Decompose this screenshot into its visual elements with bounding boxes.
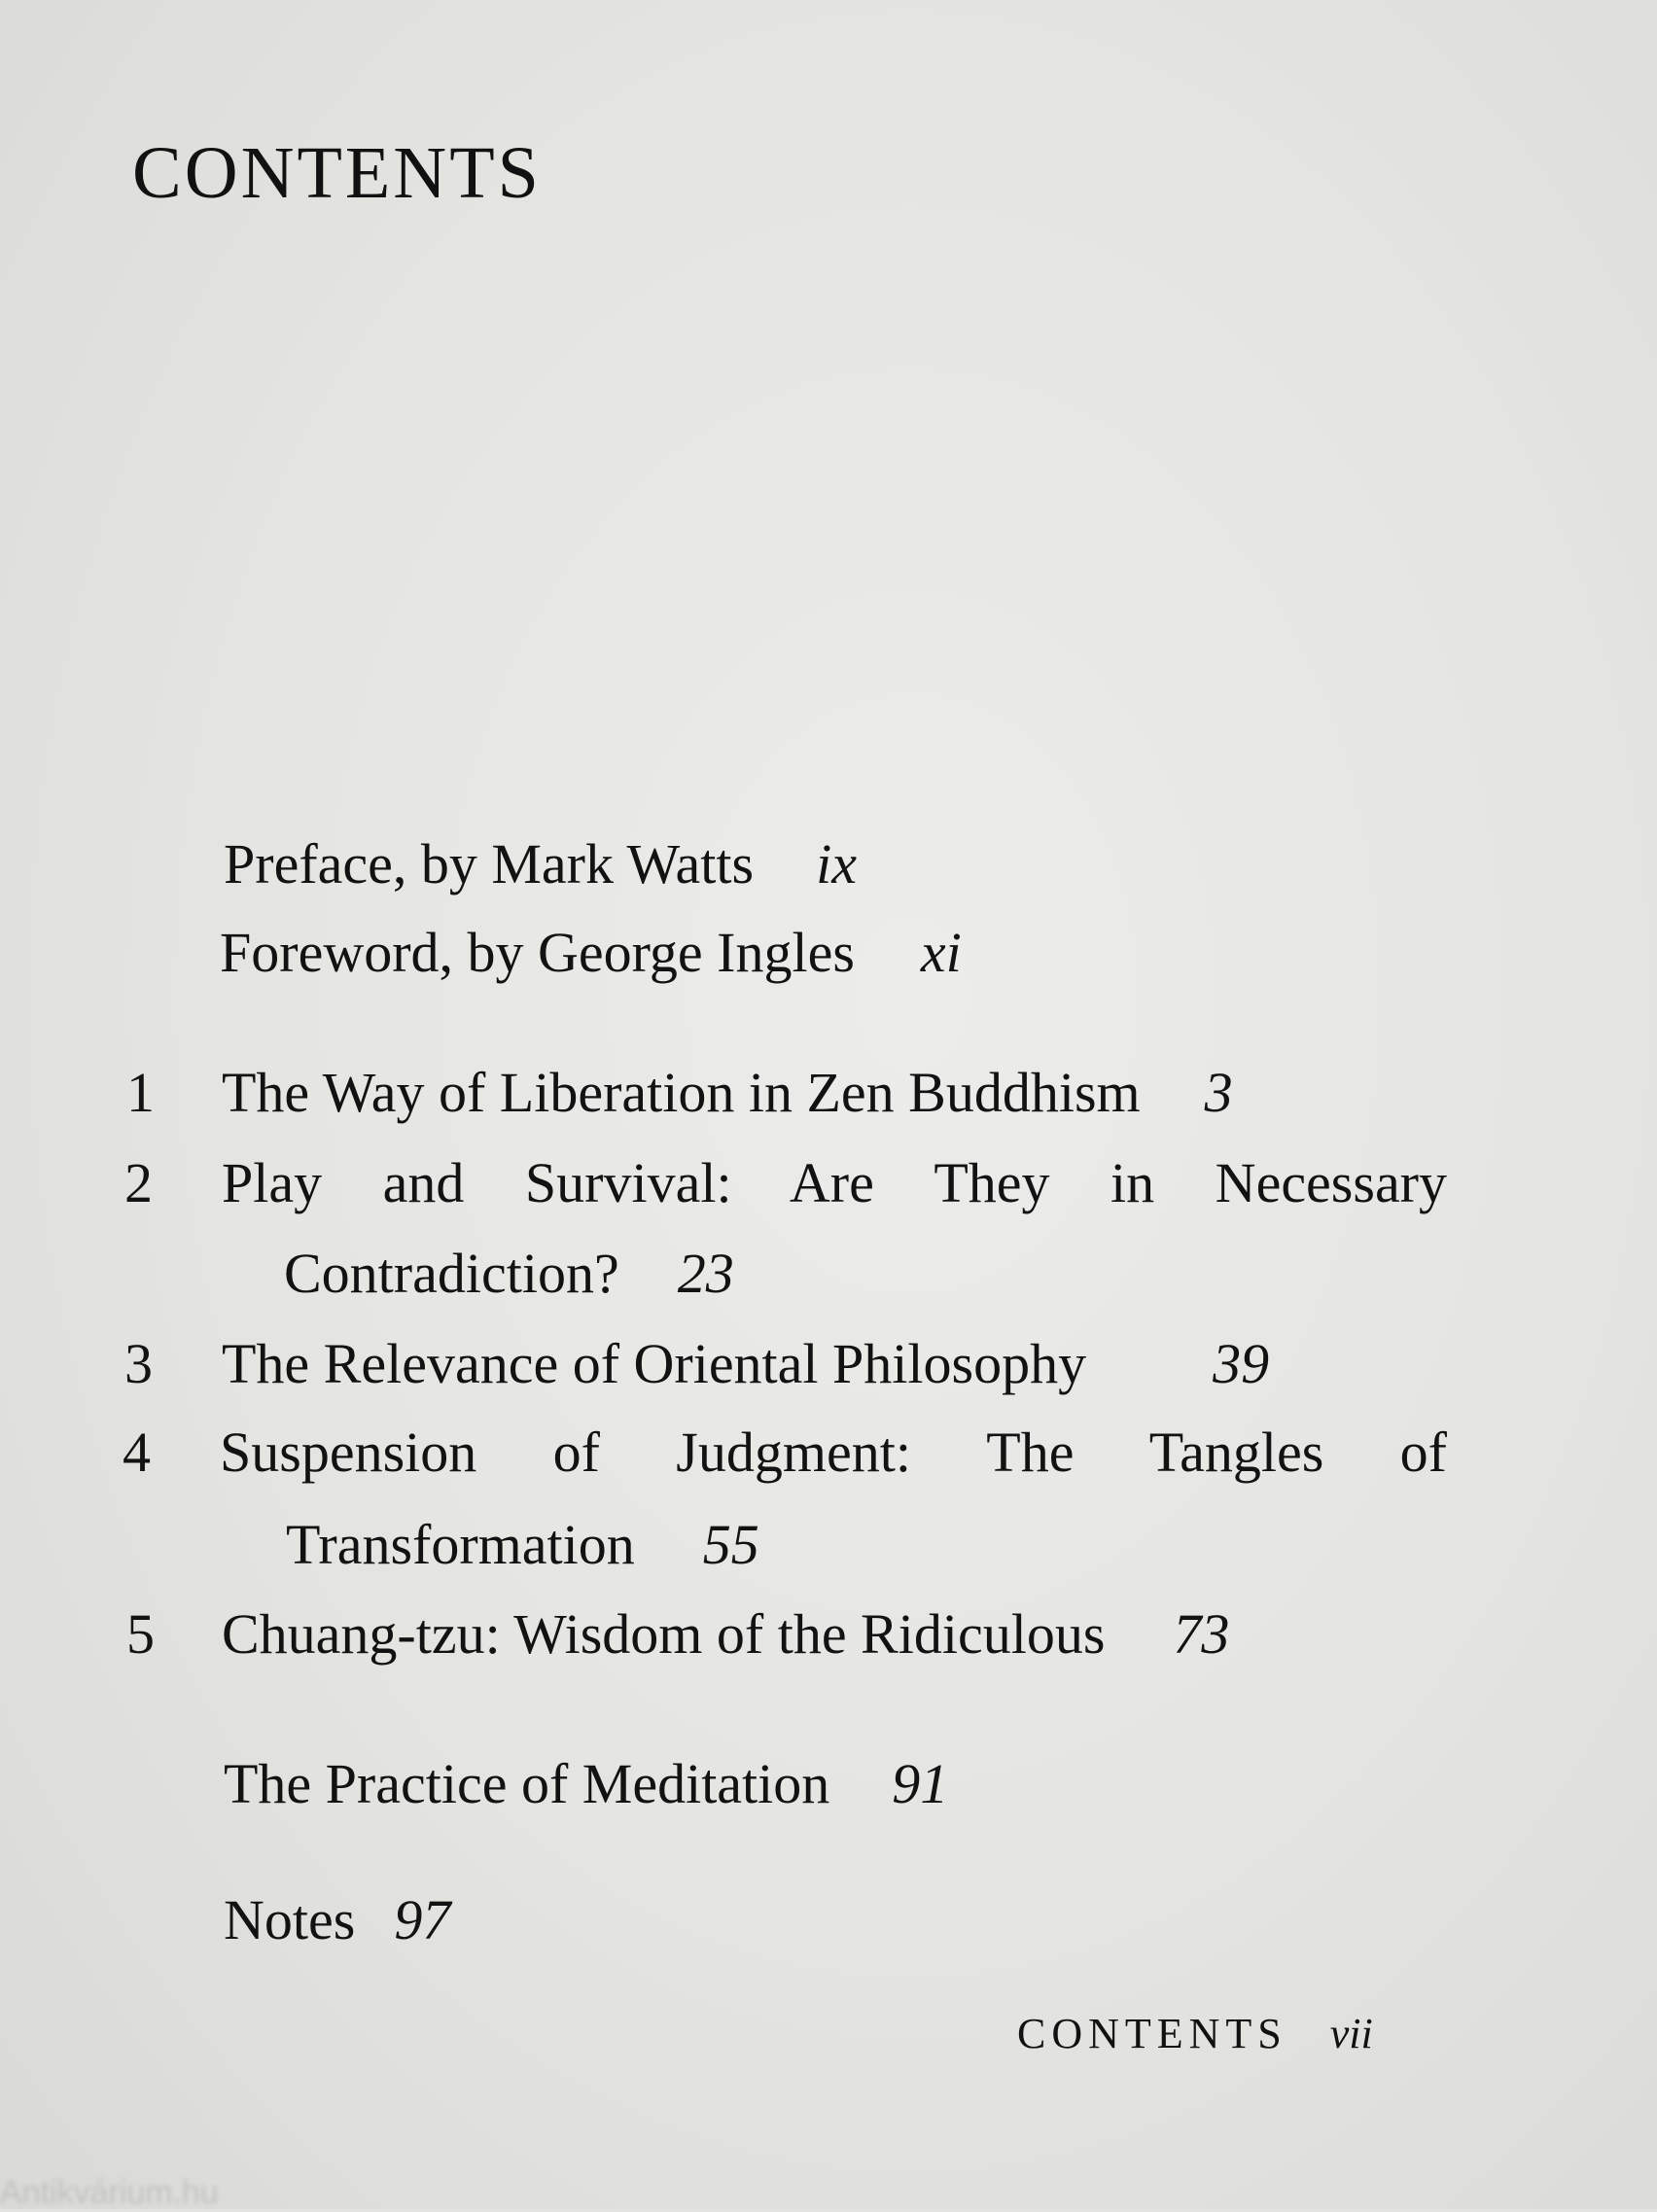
toc-entry-label: Play and Survival: Are They in Necessary bbox=[222, 1151, 1447, 1214]
footer-page-number: vii bbox=[1329, 2010, 1373, 2057]
toc-entry-chapter-5 bbox=[222, 1602, 1230, 1666]
toc-entry-label: The Relevance of Oriental Philosophy bbox=[222, 1332, 1087, 1395]
toc-entry-label: Suspension of Judgment: The Tangles of bbox=[220, 1421, 1447, 1484]
page-title: CONTENTS bbox=[132, 132, 542, 214]
toc-entry-label: Chuang-tzu: Wisdom of the Ridiculous bbox=[222, 1602, 1106, 1666]
toc-entry-label: Foreword, by George Ingles bbox=[220, 921, 855, 984]
toc-entry-page: 23 bbox=[677, 1242, 734, 1305]
chapter-number: 5 bbox=[126, 1602, 155, 1666]
toc-entry-page: 97 bbox=[394, 1888, 451, 1951]
toc-entry-chapter-3 bbox=[222, 1332, 1270, 1395]
toc-entry-notes bbox=[224, 1888, 451, 1951]
watermark-text: Antikvárium.hu bbox=[0, 2174, 219, 2211]
toc-entry-label: Transformation bbox=[286, 1513, 635, 1576]
toc-entry-preface bbox=[224, 832, 857, 895]
toc-entry-chapter-4-line-1 bbox=[220, 1421, 1447, 1484]
toc-entry-page: ix bbox=[816, 832, 857, 895]
toc-entry-label: The Practice of Meditation bbox=[224, 1752, 830, 1815]
toc-entry-page: xi bbox=[920, 921, 962, 984]
toc-entry-label: Contradiction? bbox=[284, 1242, 619, 1305]
chapter-number: 3 bbox=[124, 1332, 153, 1395]
toc-entry-label: Preface, by Mark Watts bbox=[224, 832, 755, 895]
footer-label: CONTENTS bbox=[1017, 2010, 1287, 2057]
toc-entry-chapter-1 bbox=[222, 1061, 1233, 1124]
toc-entry-page: 73 bbox=[1173, 1602, 1230, 1666]
chapter-number: 1 bbox=[126, 1061, 155, 1124]
toc-entry-page: 91 bbox=[892, 1752, 949, 1815]
chapter-number: 2 bbox=[124, 1151, 153, 1214]
toc-entry-label: Notes bbox=[224, 1888, 356, 1951]
toc-entry-label: The Way of Liberation in Zen Buddhism bbox=[222, 1061, 1141, 1124]
chapter-number: 4 bbox=[123, 1421, 151, 1484]
toc-entry-meditation bbox=[224, 1752, 949, 1815]
toc-entry-chapter-2-line-1 bbox=[222, 1151, 1447, 1214]
toc-entry-chapter-2-line-2 bbox=[284, 1242, 734, 1305]
running-footer bbox=[1017, 2010, 1373, 2057]
toc-entry-page: 39 bbox=[1213, 1332, 1270, 1395]
toc-entry-page: 3 bbox=[1204, 1061, 1233, 1124]
toc-entry-foreword bbox=[220, 921, 962, 984]
toc-entry-chapter-4-line-2 bbox=[286, 1513, 759, 1576]
toc-entry-page: 55 bbox=[702, 1513, 759, 1576]
